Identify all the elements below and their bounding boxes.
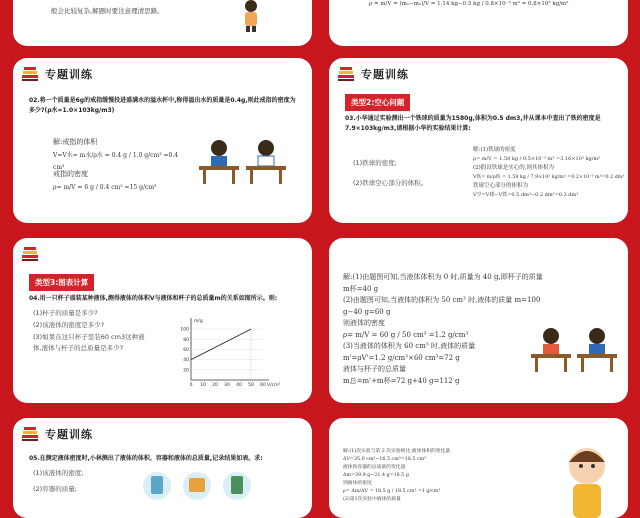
slide-header — [21, 424, 93, 444]
y-tick-label: 80 — [183, 337, 189, 343]
x-tick-label: 60 — [260, 383, 266, 388]
x-tick-label: 30 — [224, 383, 230, 388]
solution-line: (2)第1次实验中液体的质量 — [343, 497, 401, 502]
solution-title-2: 戒指的密度 — [53, 170, 88, 178]
mass-volume-chart — [173, 314, 281, 392]
x-axis-label: V/cm³ — [267, 383, 281, 388]
section-title: 专题训练 — [45, 428, 93, 441]
students-illustration — [527, 326, 619, 374]
solution-line: (2)假设铁球是实心的,则其体积为 — [473, 165, 555, 171]
students-illustration — [191, 138, 291, 186]
x-tick-label: 40 — [236, 383, 242, 388]
solution-line-2: ρ= m/V = 6 g / 0.4 cm³ =15 g/cm³ — [53, 184, 157, 191]
item-2: (2)容器的质量; — [33, 485, 77, 493]
slide-4[interactable] — [329, 58, 628, 223]
solution-title: 解:戒指的体积 — [53, 138, 98, 146]
solution-line: V空=V球−V铁=0.5 dm³−0.2 dm³=0.3 dm³ — [473, 192, 579, 198]
x-tick-label: 10 — [200, 383, 206, 388]
solution-line: m总=m'+m杯=72 g+40 g=112 g — [343, 376, 460, 385]
lab-illustration — [133, 464, 253, 500]
solution-line-1: V=V水= m水/ρ水 = 0.4 g / 1.0 g/cm³ =0.4 cm³ — [53, 152, 179, 171]
solution-line: m杯=40 g — [343, 284, 379, 293]
item-2: (2)铁球空心部分的体积。 — [353, 179, 428, 187]
solution-block — [343, 448, 543, 504]
item-3: (3)如果在这只杯子里装60 cm3这种液体,液体与杯子的总质量是多少? — [33, 333, 145, 352]
item-1: (1)杯子的质量是多少? — [33, 309, 98, 317]
solution-line: ρ= m/V = 1.58 kg / 0.5×10⁻³ m³ =3.16×10³ kg/m³ — [473, 156, 601, 162]
y-tick-label: 20 — [183, 368, 189, 374]
y-tick-label: 40 — [183, 358, 189, 364]
solution-line: 解:(1)次实验与第 2 次实验相比,液体体积的变化量 — [343, 449, 451, 454]
solution-line: ρ= Δm/ΔV = 18.5 g / 18.5 cm³ =1 g/cm³ — [343, 489, 441, 494]
item-1: (1)铁球的密度; — [353, 159, 397, 167]
slide-6[interactable] — [329, 238, 628, 403]
series-line — [191, 329, 251, 360]
type-tag: 类型3:图表计算 — [29, 274, 94, 291]
slide-3[interactable] — [13, 58, 312, 223]
thinking-boy-illustration — [557, 438, 621, 518]
solution-line: ΔV=35.0 cm³−16.5 cm³=18.5 cm³ — [343, 457, 427, 462]
x-tick-label: 0 — [189, 383, 193, 388]
slide-7[interactable] — [13, 418, 312, 518]
solution-line: 则液体的密度 — [343, 481, 372, 486]
y-tick-label: 100 — [180, 327, 189, 333]
books-icon — [337, 66, 355, 82]
solution-line: 则液体的密度 — [343, 319, 385, 327]
solution-line: Δm=39.9 g−21.4 g=18.5 g — [343, 473, 409, 478]
slide-header — [21, 244, 45, 264]
y-tick-label: 60 — [183, 347, 189, 353]
solution-line: m'=ρV'=1.2 g/cm³×60 cm³=72 g — [343, 353, 460, 362]
x-tick-label: 50 — [248, 383, 254, 388]
solution-line: 液体和容器的总质量的变化量 — [343, 465, 406, 470]
question-text: 03.小华通过实验测出一个铁球的质量为1580g,体积为0.5 dm3,并从课本中查出了铁的密度是7.9×103kg/m3,请根据小华的实验结果计算: — [345, 115, 601, 132]
item-1: (1)该液体的密度; — [33, 469, 84, 477]
question-text: 05.在测定液体密度时,小林测出了液体的体积、容器和液体的总质量,记录结果如表。求: — [29, 455, 263, 462]
y-axis-label: m/g — [194, 319, 203, 324]
slide1-formula: ρ = m/V = (m₁−m₂)/V = 1.14 kg−0.5 kg / 0.8×10⁻³ m³ = 0.8×10³ kg/m³ — [369, 1, 569, 7]
solution-line: (2)由题图可知,当液体的体积为 50 cm³ 时,液体的质量 m=100 — [343, 296, 541, 304]
type-tag: 类型2:空心问题 — [345, 94, 410, 111]
slide-1[interactable] — [13, 0, 312, 46]
solution-line: 液体与杯子的总质量 — [343, 365, 406, 373]
section-title: 专题训练 — [361, 68, 409, 81]
books-icon — [21, 246, 39, 262]
item-2: (2)该液体的密度是多少? — [33, 321, 105, 329]
solution-line: 解:(1)由题图可知,当液体体积为 0 时,质量为 40 g,即杯子的质量 — [343, 273, 543, 281]
slide1-text: 般会比较复杂,解题时要注意理清思路。 — [51, 7, 164, 15]
solution-line: ρ= m/V = 60 g / 50 cm³ =1.2 g/cm³ — [343, 330, 469, 339]
solution-line: g−40 g=60 g — [343, 307, 391, 316]
solution-line: 解:(1)铁球的密度 — [473, 147, 516, 153]
solution-line: 铁球空心部分的体积为 — [473, 183, 529, 189]
slide-8[interactable] — [329, 418, 628, 518]
slide-5[interactable] — [13, 238, 312, 403]
question-text: 02.将一个质量是6g的戒指缓慢投进盛满水的溢水杯中,称得溢出水的质量是0.4g,则此戒指的密度为多少?(ρ水=1.0×103kg/m3) — [29, 97, 296, 114]
slide-2[interactable] — [329, 0, 628, 46]
slide-header — [21, 64, 93, 84]
slide-header — [337, 64, 409, 84]
solution-line: V铁= m/ρ铁 = 1.58 kg / 7.9×10³ kg/m³ =0.2×10⁻³ m³=0.2 dm³ — [473, 175, 625, 180]
solution-line: (3)当液体的体积为 60 cm³ 时,液体的质量 — [343, 342, 476, 350]
question-text: 04.用一只杯子盛装某种液体,测得液体的体积V与液体和杯子的总质量m的关系如图所示。则: — [29, 295, 278, 302]
section-title: 专题训练 — [45, 68, 93, 81]
teacher-illustration — [238, 0, 264, 32]
books-icon — [21, 66, 39, 82]
x-tick-label: 20 — [212, 383, 218, 388]
books-icon — [21, 426, 39, 442]
